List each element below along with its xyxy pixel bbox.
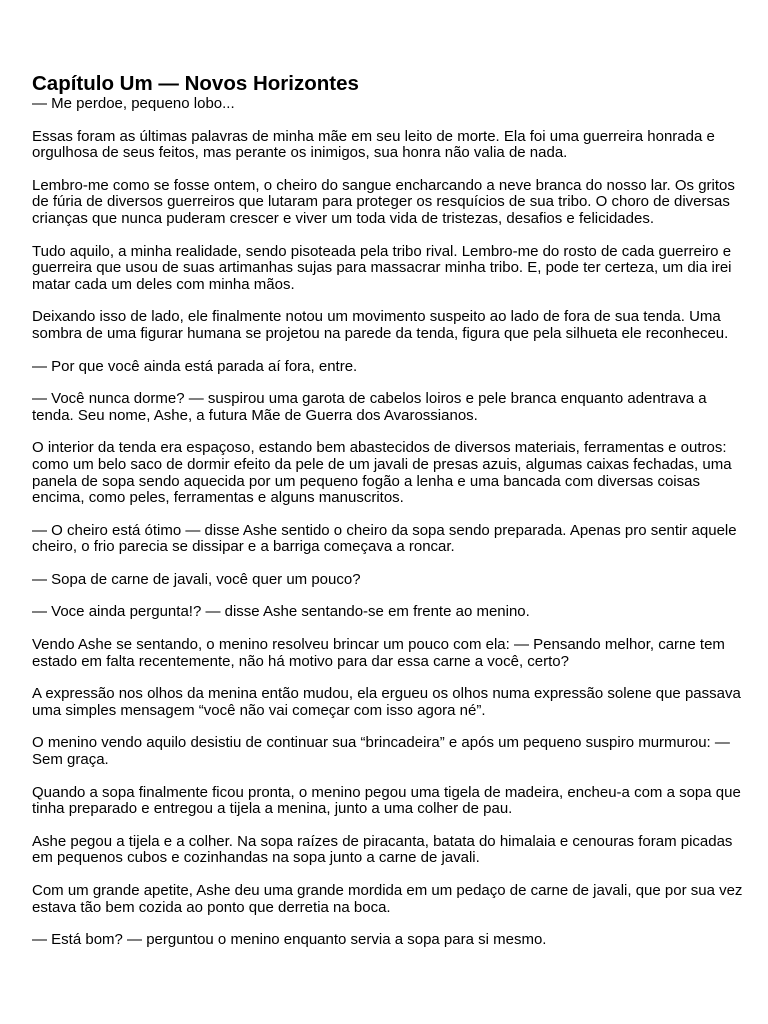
paragraph: — Por que você ainda está parada aí fora, entre. <box>32 357 358 375</box>
paragraph: Ashe pegou a tijela e a colher. Na sopa raízes de piracanta, batata do himalaia e cenouras foram picadas em pequenos cubos e cozinhandas na sopa junto a carne de javali. <box>32 832 733 867</box>
paragraph: Tudo aquilo, a minha realidade, sendo pisoteada pela tribo rival. Lembro-me do rosto de cada guerreiro e guerreira que usou de suas artimanhas sujas para massacrar minha tribo. E, pode ter certeza, um dia irei matar cada um deles com minha mãos. <box>32 242 732 293</box>
paragraph: O interior da tenda era espaçoso, estando bem abastecidos de diversos materiais, ferramentas e outros: como um belo saco de dormir efeito da pele de um javali de presas azuis, algumas caixas fechadas, uma panela de sopa sendo aquecida por um pequeno fogão a lenha e uma bancada com diversas coisas encima, como peles, ferramentas e alguns manuscritos. <box>32 439 732 507</box>
document-page <box>32 72 744 965</box>
paragraph: — Está bom? — perguntou o menino enquanto servia a sopa para si mesmo. <box>32 931 547 949</box>
paragraph: Lembro-me como se fosse ontem, o cheiro do sangue encharcando a neve branca do nosso lar. Os gritos de fúria de diversos guerreiros que lutaram para proteger os resquícios de sua tribo. O choro de diversas crianças que nunca puderam crescer e viver um toda vida de tristezas, desafios e felicidades. <box>32 176 735 227</box>
paragraph: — Voce ainda pergunta!? — disse Ashe sentando-se em frente ao menino. <box>32 603 530 621</box>
paragraph: — Você nunca dorme? — suspirou uma garota de cabelos loiros e pele branca enquanto adentrava a tenda. Seu nome, Ashe, a futura Mãe de Guerra dos Avarossianos. <box>32 390 707 424</box>
paragraph: Deixando isso de lado, ele finalmente notou um movimento suspeito ao lado de fora de sua tenda. Uma sombra de uma figurar humana se projetou na parede da tenda, figura que pela silhueta ele reconheceu. <box>32 308 729 342</box>
chapter-title: Capítulo Um — Novos Horizontes <box>32 72 359 95</box>
paragraph: Essas foram as últimas palavras de minha mãe em seu leito de morte. Ela foi uma guerreira honrada e orgulhosa de seus feitos, mas perante os inimigos, sua honra não valia de nada. <box>32 127 715 162</box>
paragraph: — Me perdoe, pequeno lobo... <box>32 95 235 112</box>
paragraph: Com um grande apetite, Ashe deu uma grande mordida em um pedaço de carne de javali, que por sua vez estava tão bem cozida ao ponto que derretia na boca. <box>32 882 743 916</box>
paragraph: O menino vendo aquilo desistiu de continuar sua “brincadeira” e após um pequeno suspiro murmurou: — Sem graça. <box>32 734 730 769</box>
paragraph: A expressão nos olhos da menina então mudou, ela ergueu os olhos numa expressão solene que passava uma simples mensagem “você não vai começar com isso agora né”. <box>32 685 741 719</box>
paragraph: Vendo Ashe se sentando, o menino resolveu brincar um pouco com ela: — Pensando melhor, carne tem estado em falta recentemente, não há motivo para dar essa carne a você, certo? <box>32 636 725 670</box>
paragraph: — O cheiro está ótimo — disse Ashe sentido o cheiro da sopa sendo preparada. Apenas pro sentir aquele cheiro, o frio parecia se dissipar e a barriga começava a roncar. <box>32 521 737 556</box>
paragraph: Quando a sopa finalmente ficou pronta, o menino pegou uma tigela de madeira, encheu-a com a sopa que tinha preparado e entregou a tijela a menina, junto a uma colher de pau. <box>32 783 741 818</box>
paragraph: — Sopa de carne de javali, você quer um pouco? <box>32 570 361 588</box>
